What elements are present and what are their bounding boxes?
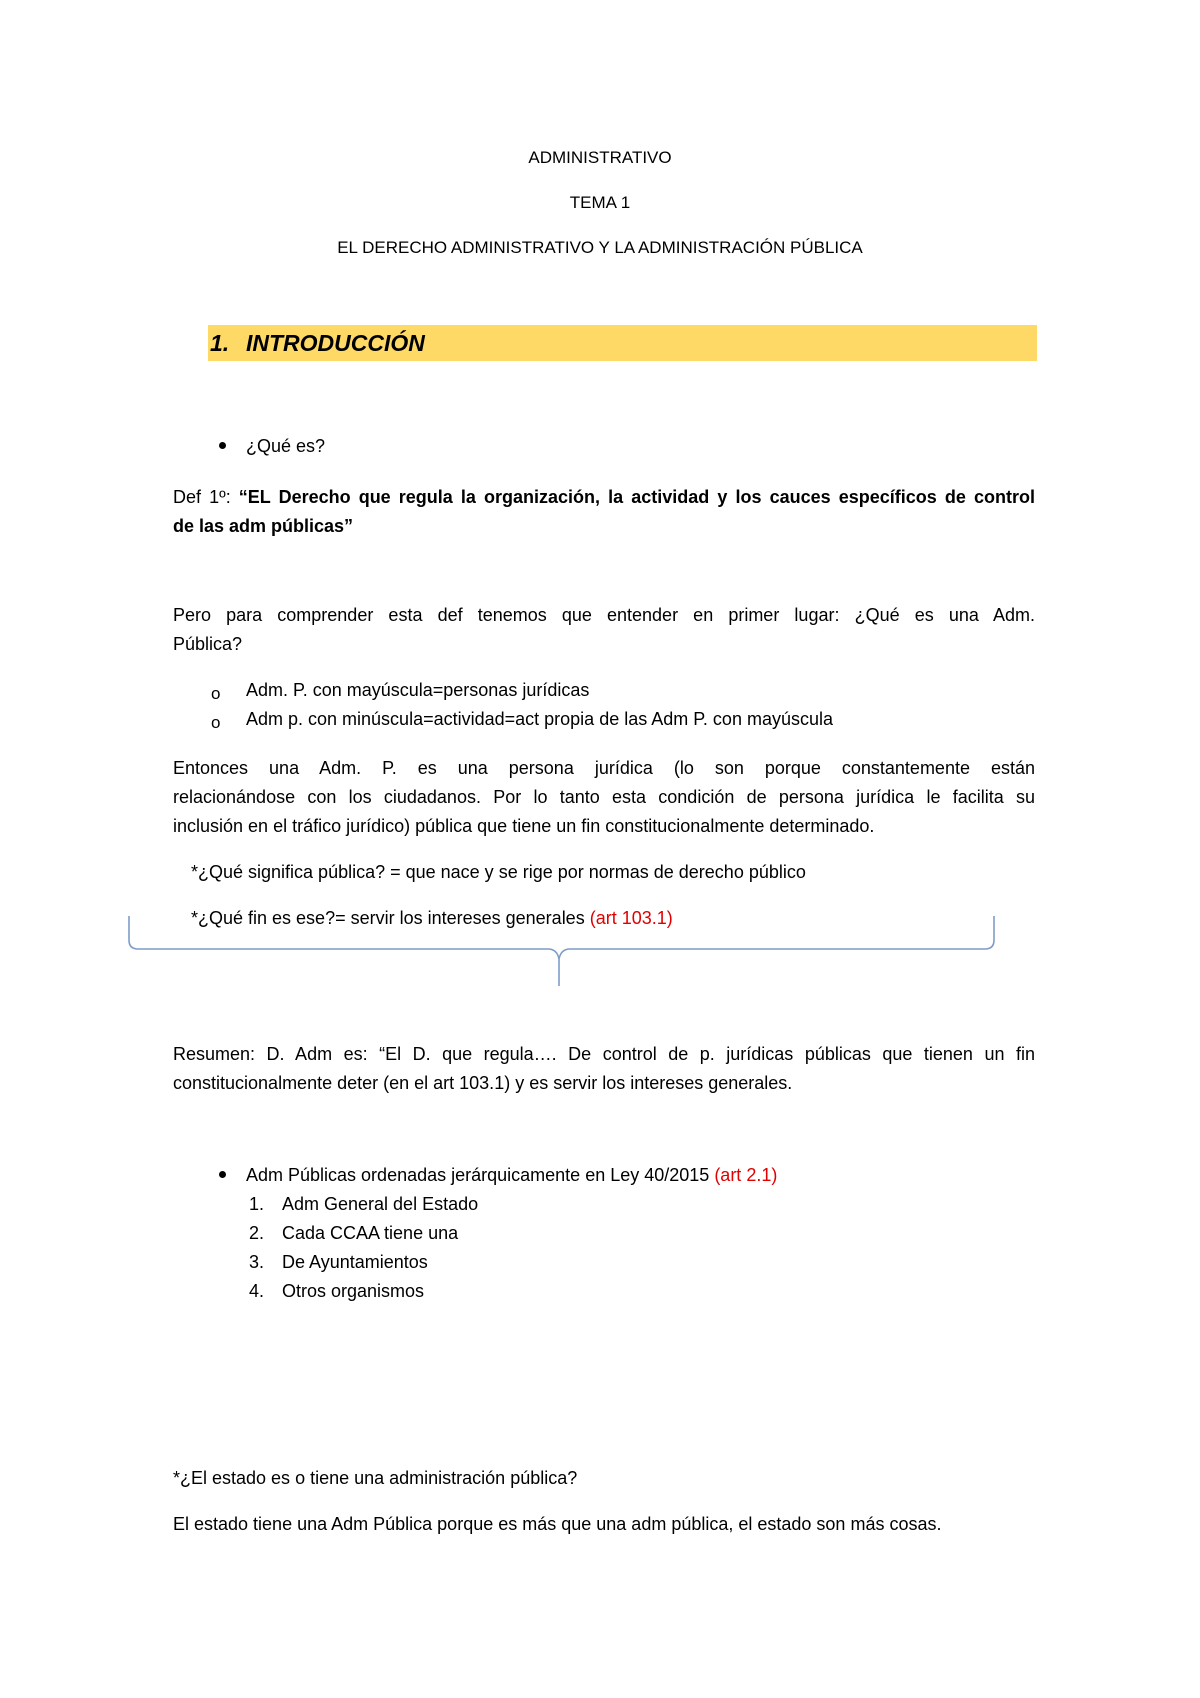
paragraph-2-line-1: Entonces una Adm. P. es una persona jurídica (lo son porque constantemente están: [173, 758, 1035, 778]
ordered-number: 1.: [248, 1194, 264, 1214]
note-publica: *¿Qué significa pública? = que nace y se rige por normas de derecho público: [191, 862, 806, 882]
section-number: 1.: [210, 330, 230, 356]
definition-prefix: Def 1º:: [173, 487, 239, 507]
question-estado: *¿El estado es o tiene una administración pública?: [173, 1468, 578, 1488]
section-title: INTRODUCCIÓN: [246, 330, 425, 356]
resumen-line-2: constitucionalmente deter (en el art 103.1) y es servir los intereses generales.: [173, 1073, 793, 1093]
resumen-line-1: Resumen: D. Adm es: “El D. que regula…. De control de p. jurídicas públicas que tienen un fin: [173, 1044, 1035, 1064]
paragraph-2-line-2: relacionándose con los ciudadanos. Por lo tanto esta condición de persona jurídica le facilita su: [173, 787, 1035, 807]
circle-bullet-icon: o: [211, 684, 221, 703]
ordered-item: Cada CCAA tiene una: [282, 1223, 459, 1243]
ordered-item: Adm General del Estado: [282, 1194, 479, 1214]
ordered-item: De Ayuntamientos: [282, 1252, 428, 1272]
bullet-adm-publicas-text: Adm Públicas ordenadas jerárquicamente en Ley 40/2015: [246, 1165, 715, 1185]
ordered-number: 2.: [248, 1223, 264, 1243]
answer-estado: El estado tiene una Adm Pública porque es más que una adm pública, el estado son más cosas.: [173, 1514, 942, 1534]
circle-bullet-icon: o: [211, 713, 221, 732]
bullet-adm-publicas-reference: (art 2.1): [714, 1165, 778, 1185]
sublist-item: Adm. P. con mayúscula=personas jurídicas: [246, 680, 590, 700]
ordered-number: 3.: [248, 1252, 264, 1272]
note-fin-text: *¿Qué fin es ese?= servir los intereses generales: [191, 908, 590, 928]
ordered-number: 4.: [248, 1281, 264, 1301]
bullet-icon: [219, 1171, 226, 1178]
definition-line-2: de las adm públicas”: [173, 516, 354, 536]
brace-top: [129, 916, 994, 959]
sublist-item: Adm p. con minúscula=actividad=act propia de las Adm P. con mayúscula: [246, 709, 833, 729]
paragraph-1-line-2: Pública?: [173, 634, 243, 654]
note-fin-reference: (art 103.1): [589, 908, 673, 928]
doc-topic: TEMA 1: [569, 193, 631, 212]
definition-text: “EL Derecho que regula la organización, la actividad y los cauces específicos de control: [238, 487, 1035, 507]
paragraph-2-line-3: inclusión en el tráfico jurídico) pública que tiene un fin constitucionalmente determinado.: [173, 816, 875, 836]
bullet-que-es: ¿Qué es?: [246, 436, 326, 456]
doc-subject: ADMINISTRATIVO: [528, 148, 672, 167]
doc-title: EL DERECHO ADMINISTRATIVO Y LA ADMINISTRACIÓN PÚBLICA: [337, 238, 863, 257]
ordered-item: Otros organismos: [282, 1281, 425, 1301]
paragraph-1-line-1: Pero para comprender esta def tenemos que entender en primer lugar: ¿Qué es una Adm.: [173, 605, 1035, 625]
bullet-adm-publicas: [246, 1161, 777, 1190]
